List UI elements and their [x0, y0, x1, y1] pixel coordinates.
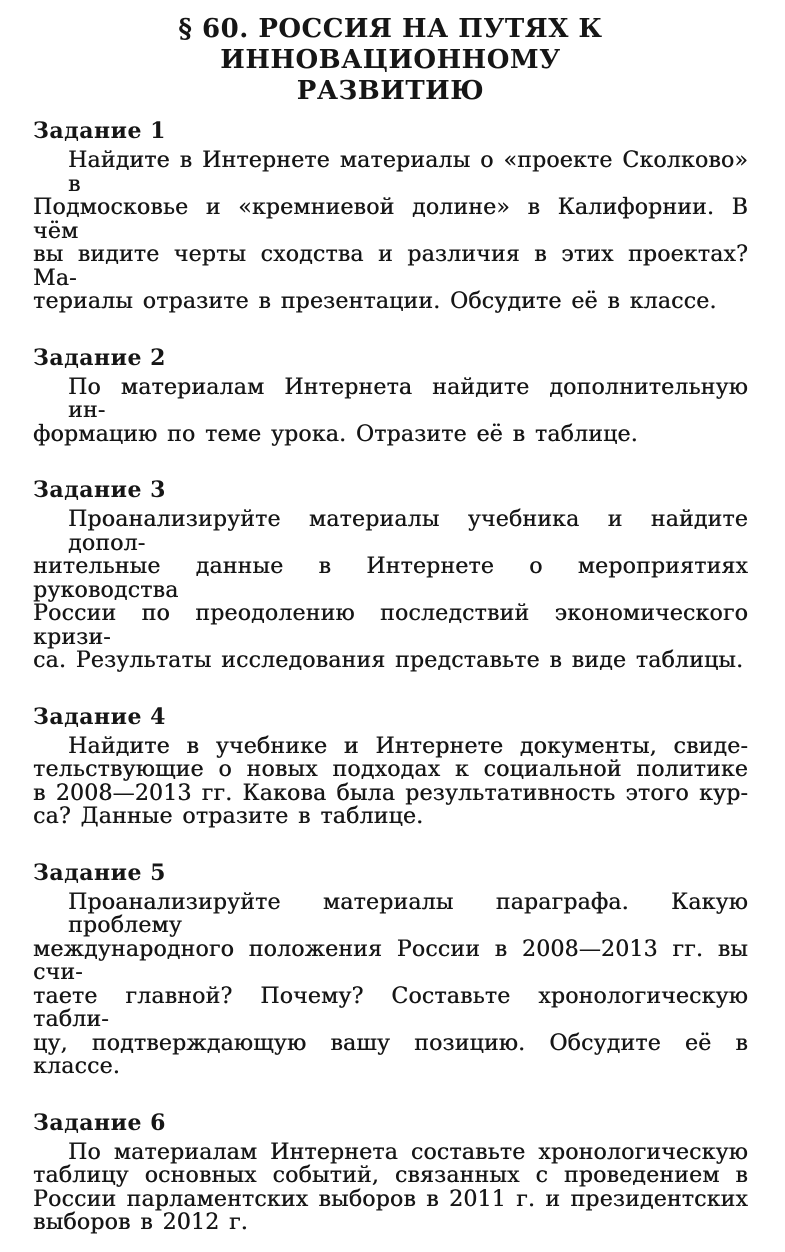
title-line: § 60. РОССИЯ НА ПУТЯХ К ИННОВАЦИОННОМУ — [178, 14, 603, 75]
paragraph-line: нительные данные в Интернете о мероприятиях руководства — [33, 554, 748, 603]
task-paragraph — [33, 149, 748, 314]
paragraph-line: териалы отразите в презентации. Обсудите её в классе. — [33, 289, 717, 314]
paragraph-line: са? Данные отразите в таблице. — [33, 804, 424, 829]
task-paragraph — [33, 735, 748, 829]
paragraph-line: Подмосковье и «кремниевой долине» в Калифорнии. В чём — [33, 195, 748, 244]
paragraph-line: По материалам Интернета составьте хронологическую — [68, 1139, 748, 1165]
paragraph-line: тельствующие о новых подходах к социальной политике — [33, 757, 748, 782]
paragraph-line: выборов в 2012 г. — [33, 1210, 248, 1235]
paragraph-line: таблицу основных событий, связанных с проведением в — [33, 1163, 748, 1188]
task-section-6 — [33, 1111, 748, 1235]
paragraph-line: в 2008—2013 гг. Какова была результативность этого кур- — [33, 780, 748, 806]
task-heading: Задание 4 — [33, 703, 166, 730]
paragraph-line: Найдите в учебнике и Интернете документы, свиде- — [68, 733, 748, 759]
task-heading: Задание 3 — [33, 477, 166, 503]
paragraph-line: России парламентских выборов в 2011 г. и президентских — [33, 1186, 748, 1212]
task-section-1 — [33, 119, 748, 314]
paragraph-line: Найдите в Интернете материалы о «проекте Сколково» в — [68, 148, 748, 197]
task-paragraph — [33, 376, 748, 447]
paragraph-line: вы видите черты сходства и различия в этих проектах? Ма- — [33, 242, 748, 291]
task-paragraph — [33, 508, 748, 673]
task-paragraph — [33, 891, 748, 1079]
task-heading: Задание 6 — [33, 1109, 166, 1136]
title-line: РАЗВИТИЮ — [296, 76, 485, 106]
task-section-2 — [33, 346, 748, 447]
paragraph-line: са. Результаты исследования представьте в виде таблицы. — [33, 648, 744, 673]
paragraph-line: международного положения России в 2008—2013 гг. вы счи- — [33, 936, 748, 985]
paragraph-line: России по преодолению последствий экономического кризи- — [33, 601, 748, 650]
task-heading: Задание 1 — [33, 118, 166, 144]
task-heading: Задание 2 — [33, 344, 166, 371]
paragraph-line: формацию по теме урока. Отразите её в таблице. — [33, 421, 638, 447]
task-heading: Задание 5 — [33, 859, 166, 886]
paragraph-line: Проанализируйте материалы параграфа. Какую проблему — [68, 889, 748, 938]
task-section-4 — [33, 705, 748, 829]
paragraph-line: таете главной? Почему? Составьте хронологическую табли- — [33, 983, 748, 1032]
task-paragraph — [33, 1141, 748, 1235]
paragraph-line: По материалам Интернета найдите дополнительную ин- — [68, 374, 748, 423]
task-section-3 — [33, 478, 748, 673]
page-title — [33, 14, 748, 107]
task-section-5 — [33, 861, 748, 1079]
paragraph-line: цу, подтверждающую вашу позицию. Обсудите её в классе. — [33, 1030, 748, 1079]
paragraph-line: Проанализируйте материалы учебника и найдите допол- — [68, 507, 748, 556]
